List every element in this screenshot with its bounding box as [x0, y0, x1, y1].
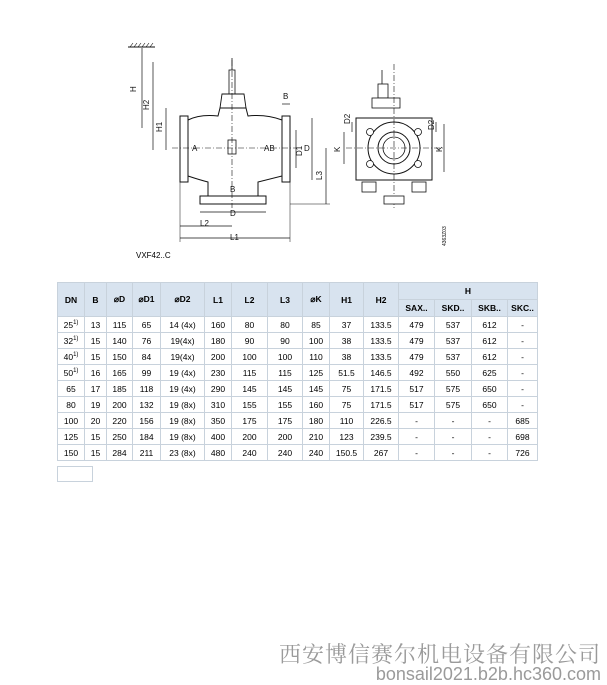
table-body — [58, 317, 538, 461]
cell-b: 20 — [85, 413, 107, 429]
dn-value: 150 — [63, 447, 79, 458]
dn-value: 25 — [63, 319, 74, 330]
cell-skd: - — [435, 445, 472, 461]
cell-h2: 267 — [364, 445, 399, 461]
cell-d: 115 — [107, 317, 133, 333]
cell-l3: 115 — [268, 365, 303, 381]
label-AB: AB — [264, 144, 275, 153]
cell-l2: 200 — [232, 429, 268, 445]
cell-h1: 110 — [330, 413, 364, 429]
cell-skb: 625 — [472, 365, 508, 381]
cell-skb: 650 — [472, 381, 508, 397]
table-row — [58, 333, 538, 349]
cell-sax: - — [399, 445, 435, 461]
cell-skc: - — [508, 333, 538, 349]
cell-d2: 19 (8x) — [161, 397, 205, 413]
table-row — [58, 397, 538, 413]
cell-k: 240 — [303, 445, 330, 461]
watermark-company: 西安博信赛尔机电设备有限公司 — [278, 643, 601, 668]
header-h: H — [399, 283, 538, 300]
cell-d1: 156 — [133, 413, 161, 429]
label-B-port: B — [230, 185, 236, 194]
cell-d: 250 — [107, 429, 133, 445]
label-B-dim: B — [283, 92, 289, 101]
cell-l1: 400 — [205, 429, 232, 445]
dn-value: 125 — [63, 431, 79, 442]
cell-h2: 239.5 — [364, 429, 399, 445]
cell-skd: 575 — [435, 381, 472, 397]
header-d: ⌀D — [107, 283, 133, 317]
cell-l3: 90 — [268, 333, 303, 349]
cell-sax: - — [399, 413, 435, 429]
cell-l3: 240 — [268, 445, 303, 461]
cell-skb: 612 — [472, 349, 508, 365]
footnote-marker: 1) — [73, 319, 79, 326]
cell-l2: 175 — [232, 413, 268, 429]
cell-k: 85 — [303, 317, 330, 333]
cell-l3: 200 — [268, 429, 303, 445]
table-row — [58, 317, 538, 333]
cell-l2: 100 — [232, 349, 268, 365]
cell-l3: 100 — [268, 349, 303, 365]
cell-d: 185 — [107, 381, 133, 397]
dn-value: 65 — [66, 383, 76, 394]
table-row — [58, 429, 538, 445]
cell-d: 200 — [107, 397, 133, 413]
cell-skd: - — [435, 429, 472, 445]
label-L3: L3 — [315, 171, 324, 180]
subheader-skd: SKD.. — [435, 300, 472, 317]
cell-sax: 479 — [399, 349, 435, 365]
cell-d1: 76 — [133, 333, 161, 349]
cell-d2: 19 (4x) — [161, 381, 205, 397]
cell-skb: - — [472, 445, 508, 461]
cell-dn — [58, 317, 85, 333]
cell-skc: - — [508, 381, 538, 397]
cell-dn — [58, 333, 85, 349]
cell-b: 15 — [85, 445, 107, 461]
cell-d2: 19 (8x) — [161, 413, 205, 429]
cell-h2: 171.5 — [364, 397, 399, 413]
cell-sax: 479 — [399, 333, 435, 349]
cell-k: 180 — [303, 413, 330, 429]
watermark-url: bonsail2021.b2b.hc360.com — [375, 664, 601, 684]
valve-dimension-drawing — [0, 0, 607, 280]
cell-skd: 575 — [435, 397, 472, 413]
header-d2: ⌀D2 — [161, 283, 205, 317]
header-l1: L1 — [205, 283, 232, 317]
cell-l1: 200 — [205, 349, 232, 365]
cell-skd: 537 — [435, 349, 472, 365]
cell-dn — [58, 381, 85, 397]
label-H2: H2 — [142, 99, 151, 110]
header-h2: H2 — [364, 283, 399, 317]
cell-sax: 517 — [399, 397, 435, 413]
dimension-table — [57, 282, 538, 461]
cell-skc: - — [508, 317, 538, 333]
cell-l2: 240 — [232, 445, 268, 461]
cell-skd: - — [435, 413, 472, 429]
cell-h1: 38 — [330, 333, 364, 349]
cell-sax: 517 — [399, 381, 435, 397]
cell-h1: 51.5 — [330, 365, 364, 381]
subheader-sax: SAX.. — [399, 300, 435, 317]
cell-skd: 537 — [435, 333, 472, 349]
label-H: H — [129, 86, 138, 92]
cell-skd: 550 — [435, 365, 472, 381]
cell-l3: 175 — [268, 413, 303, 429]
header-l3: L3 — [268, 283, 303, 317]
cell-h1: 75 — [330, 381, 364, 397]
cell-k: 100 — [303, 333, 330, 349]
label-D-bottom: D — [230, 209, 236, 218]
cell-skd: 537 — [435, 317, 472, 333]
cell-skc: 685 — [508, 413, 538, 429]
cell-h2: 146.5 — [364, 365, 399, 381]
dn-value: 32 — [63, 335, 74, 346]
cell-dn — [58, 413, 85, 429]
label-D2-left: D2 — [343, 113, 352, 124]
cell-l2: 90 — [232, 333, 268, 349]
cell-l1: 230 — [205, 365, 232, 381]
cell-d2: 19(4x) — [161, 349, 205, 365]
label-A: A — [192, 144, 198, 153]
cell-l1: 290 — [205, 381, 232, 397]
cell-dn — [58, 397, 85, 413]
cell-h2: 133.5 — [364, 317, 399, 333]
cell-k: 210 — [303, 429, 330, 445]
table-row — [58, 365, 538, 381]
cell-dn — [58, 349, 85, 365]
label-K-right: K — [435, 146, 444, 152]
cell-dn — [58, 429, 85, 445]
cell-b: 15 — [85, 349, 107, 365]
footnote-marker: 1) — [73, 367, 79, 374]
footnote-marker: 1) — [73, 335, 79, 342]
header-k: ⌀K — [303, 283, 330, 317]
header-b: B — [85, 283, 107, 317]
cell-d1: 211 — [133, 445, 161, 461]
cell-d1: 84 — [133, 349, 161, 365]
label-D1: D1 — [295, 145, 304, 156]
table-row — [58, 445, 538, 461]
cell-l2: 115 — [232, 365, 268, 381]
cell-d: 140 — [107, 333, 133, 349]
header-h1: H1 — [330, 283, 364, 317]
cell-skc: - — [508, 365, 538, 381]
label-K-left: K — [333, 146, 342, 152]
footnote-marker: 1) — [73, 351, 79, 358]
cell-h1: 150.5 — [330, 445, 364, 461]
cell-d: 284 — [107, 445, 133, 461]
header-d1: ⌀D1 — [133, 283, 161, 317]
cell-l1: 480 — [205, 445, 232, 461]
cell-l2: 145 — [232, 381, 268, 397]
cell-skb: 612 — [472, 317, 508, 333]
table-row — [58, 413, 538, 429]
cell-b: 15 — [85, 429, 107, 445]
cell-d1: 65 — [133, 317, 161, 333]
drawing-code: 4363Z03 — [442, 226, 448, 246]
cell-skb: - — [472, 413, 508, 429]
cell-skb: 650 — [472, 397, 508, 413]
cell-l1: 180 — [205, 333, 232, 349]
table-row — [58, 381, 538, 397]
dn-value: 80 — [66, 399, 76, 410]
cell-k: 145 — [303, 381, 330, 397]
cell-h1: 38 — [330, 349, 364, 365]
cell-d2: 19 (8x) — [161, 429, 205, 445]
cell-h2: 171.5 — [364, 381, 399, 397]
cell-skb: - — [472, 429, 508, 445]
dn-value: 100 — [63, 415, 79, 426]
label-D2-right: D2 — [427, 119, 436, 130]
cell-dn — [58, 365, 85, 381]
table-row — [58, 349, 538, 365]
cell-k: 125 — [303, 365, 330, 381]
dn-value: 50 — [63, 367, 74, 378]
cell-d1: 99 — [133, 365, 161, 381]
cell-sax: 479 — [399, 317, 435, 333]
cell-h2: 133.5 — [364, 349, 399, 365]
cell-skc: - — [508, 349, 538, 365]
cell-dn — [58, 445, 85, 461]
cell-d: 150 — [107, 349, 133, 365]
cell-d2: 23 (8x) — [161, 445, 205, 461]
label-D: D — [304, 144, 310, 153]
label-H1: H1 — [155, 121, 164, 132]
cell-l3: 145 — [268, 381, 303, 397]
cell-d: 165 — [107, 365, 133, 381]
header-l2: L2 — [232, 283, 268, 317]
cell-l2: 80 — [232, 317, 268, 333]
cell-l1: 350 — [205, 413, 232, 429]
dn-value: 40 — [63, 351, 74, 362]
cell-h1: 75 — [330, 397, 364, 413]
cell-l2: 155 — [232, 397, 268, 413]
cell-d1: 184 — [133, 429, 161, 445]
label-L1: L1 — [230, 233, 239, 242]
cell-l1: 310 — [205, 397, 232, 413]
cell-sax: 492 — [399, 365, 435, 381]
cell-skc: 698 — [508, 429, 538, 445]
cell-b: 13 — [85, 317, 107, 333]
cell-b: 15 — [85, 333, 107, 349]
cell-k: 160 — [303, 397, 330, 413]
cell-l3: 155 — [268, 397, 303, 413]
model-label: VXF42..C — [136, 251, 171, 260]
cell-skc: 726 — [508, 445, 538, 461]
cell-d2: 19(4x) — [161, 333, 205, 349]
cell-h2: 226.5 — [364, 413, 399, 429]
cell-b: 19 — [85, 397, 107, 413]
header-dn: DN — [58, 283, 85, 317]
cell-b: 17 — [85, 381, 107, 397]
cell-d: 220 — [107, 413, 133, 429]
label-L2: L2 — [200, 219, 209, 228]
cell-d2: 19 (4x) — [161, 365, 205, 381]
cell-h1: 37 — [330, 317, 364, 333]
cell-d1: 118 — [133, 381, 161, 397]
cell-k: 110 — [303, 349, 330, 365]
cell-d1: 132 — [133, 397, 161, 413]
cell-sax: - — [399, 429, 435, 445]
empty-cell-box — [57, 466, 93, 482]
cell-skc: - — [508, 397, 538, 413]
cell-d2: 14 (4x) — [161, 317, 205, 333]
cell-h1: 123 — [330, 429, 364, 445]
subheader-skc: SKC.. — [508, 300, 538, 317]
cell-l3: 80 — [268, 317, 303, 333]
cell-h2: 133.5 — [364, 333, 399, 349]
subheader-skb: SKB.. — [472, 300, 508, 317]
cell-skb: 612 — [472, 333, 508, 349]
cell-l1: 160 — [205, 317, 232, 333]
cell-b: 16 — [85, 365, 107, 381]
